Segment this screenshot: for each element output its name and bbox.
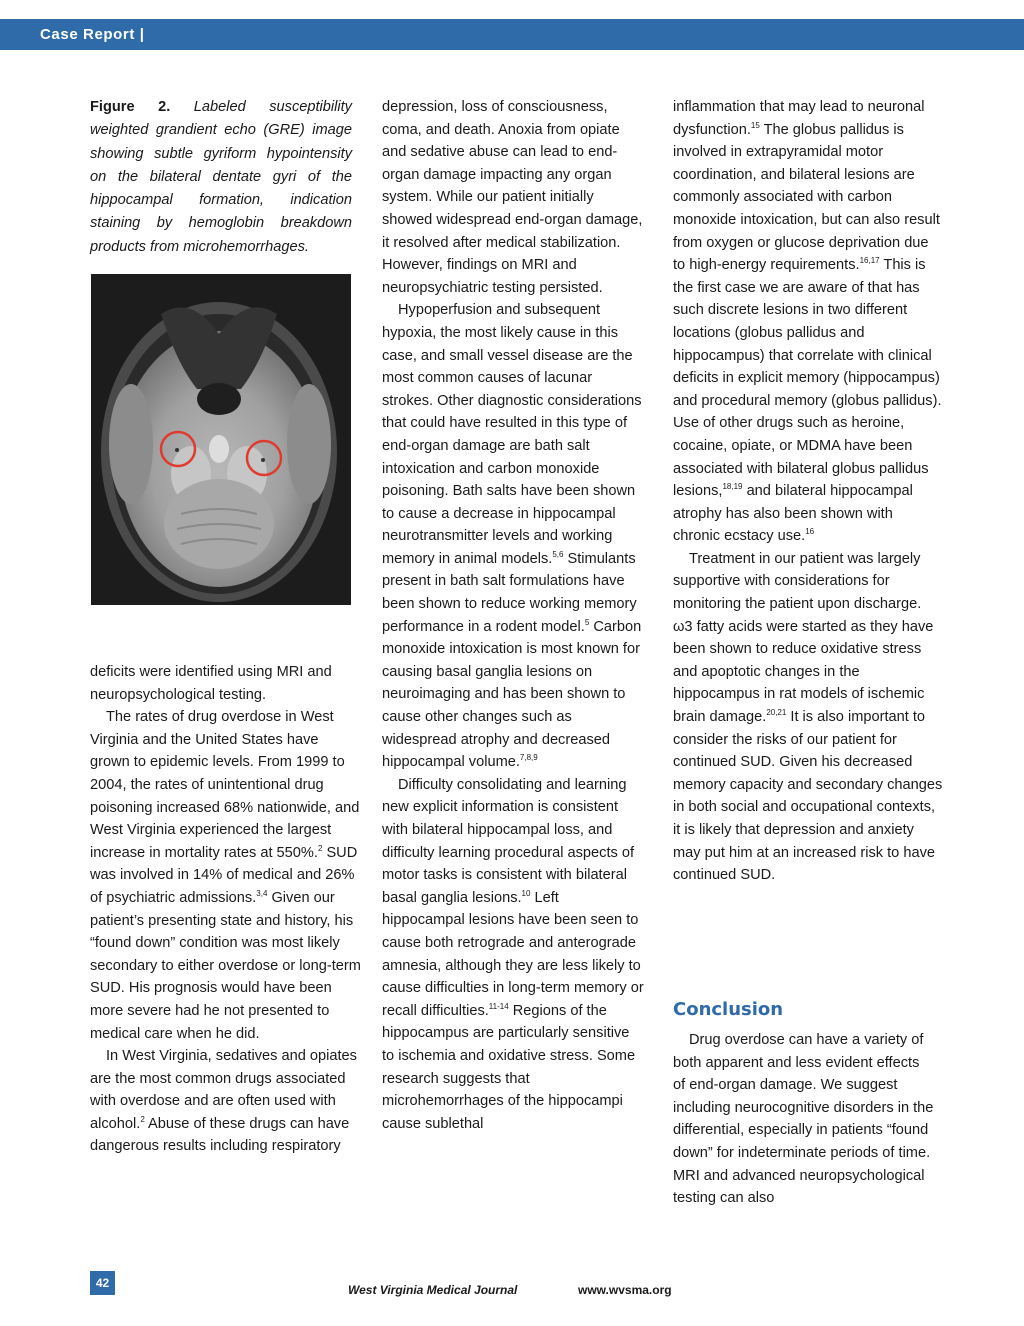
mri-scan-image: [91, 274, 351, 605]
citation-ref: 18,19: [722, 482, 743, 492]
paragraph-text: SUD was involved in 14% of medical and 26% of psychiatric admissions.: [90, 844, 358, 906]
citation-ref: 10: [521, 888, 531, 898]
citation-ref: 7,8,9: [519, 753, 538, 763]
paragraph-text: In West Virginia, sedatives and opiates are the most common drugs associated with overdose and are often used with alcohol.: [90, 1048, 357, 1132]
citation-ref: 16: [805, 527, 815, 537]
paragraph: [673, 1029, 935, 1210]
paragraph-text: and bilateral hippocampal atrophy has also been shown with chronic ecstacy use.: [673, 483, 913, 545]
column-2-body: [382, 96, 644, 1135]
paragraph-text: Drug overdose can have a variety of both apparent and less evident effects of end-organ damage. We suggest including neurocognitive disorders in the differential, especially in patients “found down” for indeterminate periods of time. MRI and advanced neuropsychological testing can also: [673, 1032, 934, 1207]
citation-ref: 15: [750, 120, 760, 130]
figure-label: Figure 2.: [90, 99, 171, 115]
citation-ref: 20,21: [766, 708, 787, 718]
mri-scan-drawing: [91, 274, 351, 605]
citation-ref: 5,6: [552, 549, 564, 559]
paragraph-text: The globus pallidus is involved in extrapyramidal motor coordination, and bilateral lesions are commonly associated with carbon monoxide intoxication, but can also result from oxygen or glucose deprivation due to high-energy requirements.: [673, 121, 940, 274]
paragraph-text: deficits were identified using MRI and neuropsychological testing.: [90, 664, 332, 703]
paragraph-text: The rates of drug overdose in West Virginia and the United States have grown to epidemic levels. From 1999 to 2004, the rates of unintentional drug poisoning increased 68% nationwide, and West Virginia experienced the largest increase in mortality rates at 550%.: [90, 709, 360, 861]
column-1-body: [90, 661, 362, 1158]
citation-ref: 2: [140, 1114, 145, 1124]
paragraph-text: Regions of the hippocampus are particularly sensitive to ischemia and oxidative stress. Some research suggests that microhemorrhages of the hippocampi cause sublethal: [382, 1002, 636, 1132]
footer-journal-name: West Virginia Medical Journal: [348, 1283, 518, 1297]
paragraph-text: This is the first case we are aware of that has such discrete lesions in two different locations (globus pallidus and hippocampus) that correlate with clinical deficits in explicit memory (hippocampus) and procedural memory (globus pallidus). Use of other drugs such as heroine, cocaine, opiate, or MDMA have been associated with bilateral globus pallidus lesions,: [673, 257, 942, 500]
citation-ref: 16,17: [859, 256, 880, 266]
page-number: 42: [90, 1271, 115, 1295]
paragraph-text: Given our patient’s presenting state and history, his “found down” condition was most likely secondary to either overdose or long-term SUD. His prognosis would have been more severe had he not presented to medical care when he did.: [90, 889, 361, 1042]
paragraph: [673, 96, 943, 548]
paragraph-text: Abuse of these drugs can have dangerous results including respiratory: [90, 1115, 350, 1155]
citation-ref: 2: [317, 843, 323, 853]
citation-ref: 5: [584, 617, 590, 627]
paragraph-text: Difficulty consolidating and learning new explicit information is consistent with bilateral hippocampal loss, and difficulty learning procedural aspects of motor tasks is consistent with bilateral basal ganglia lesions.: [382, 776, 635, 906]
paragraph: [90, 706, 362, 1045]
figure-caption: [90, 96, 352, 259]
paragraph-text: Carbon monoxide intoxication is most known for causing basal ganglia lesions on neuroimaging and has been shown to cause other changes such as widespread atrophy and decreased hippocampal volume.: [382, 618, 642, 771]
paragraph: [382, 299, 644, 773]
section-label: Case Report |: [40, 26, 145, 43]
section-heading-conclusion: Conclusion: [673, 999, 784, 1020]
header-bar: [0, 19, 1024, 50]
paragraph-text: It is also important to consider the risks of our patient for continued SUD. Given his decreased memory capacity and secondary changes in both social and occupational contexts, it is likely that depression and anxiety may put him at an increased risk to have continued SUD.: [673, 709, 943, 884]
paragraph-text: Stimulants present in bath salt formulations have been shown to reduce working memory performance in a rodent model.: [382, 550, 637, 635]
citation-ref: 3,4: [256, 888, 268, 898]
paragraph: [673, 548, 943, 887]
paragraph: [382, 774, 644, 1136]
column-3-conclusion-body: [673, 1029, 935, 1210]
paragraph: [90, 1045, 362, 1158]
figure-caption-text: Labeled susceptibility weighted grandient echo (GRE) image showing subtle gyriform hypointensity on the bilateral dentate gyri of the hippocampal formation, indication staining by hemoglobin breakdown products from microhemorrhages.: [90, 99, 352, 255]
paragraph-text: Treatment in our patient was largely supportive with considerations for monitoring the patient upon discharge. ω3 fatty acids were started as they have been shown to reduce oxidative stress and apoptotic changes in the hippocampus in rat models of ischemic brain damage.: [673, 550, 934, 726]
column-3-body: [673, 96, 943, 887]
paragraph: [90, 661, 362, 706]
paragraph: [382, 96, 644, 299]
citation-ref: 11-14: [488, 1001, 509, 1011]
paragraph-text: depression, loss of consciousness, coma, and death. Anoxia from opiate and sedative abuse can lead to end-organ damage impacting any organ system. While our patient initially showed widespread end-organ damage, it resolved after medical stabilization. However, findings on MRI and neuropsychiatric testing persisted.: [382, 99, 643, 296]
footer-website: www.wvsma.org: [578, 1283, 672, 1297]
paragraph-text: inflammation that may lead to neuronal dysfunction.: [673, 99, 925, 138]
paragraph-text: Left hippocampal lesions have been seen to cause both retrograde and anterograde amnesia, although they are less likely to cause difficulties in long-term memory or recall difficulties.: [382, 889, 644, 1019]
paragraph-text: Hypoperfusion and subsequent hypoxia, the most likely cause in this case, and small vessel disease are the most common causes of lacunar strokes. Other diagnostic considerations that could have resulted in this type of end-organ damage are bath salt intoxication and carbon monoxide poisoning. Bath salts have been shown to cause a decrease in hippocampal neurotransmitter levels and working memory in animal models.: [382, 302, 642, 567]
